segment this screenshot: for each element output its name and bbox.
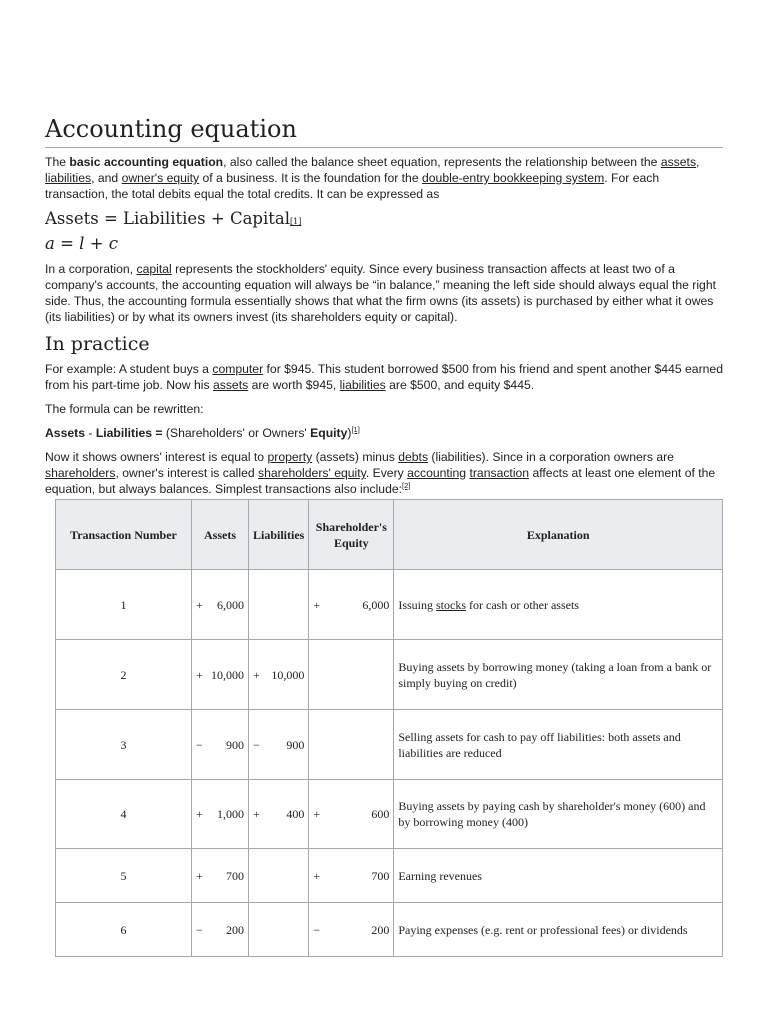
amount-value: 700: [371, 868, 390, 883]
text-run: ,: [696, 155, 700, 169]
explanation-text: Selling assets for cash to pay off liabilities: both assets and liabilities are reduced: [398, 729, 681, 760]
text-run: represents the stockholders' equity. Since every business transaction affects at least two of a company's accounts, the accounting equation will always be “in balance,” meaning the left side should always equal the right side. Thus, the accounting formula essentially shows that what the firm owns (its assets) is purchased by either what it owes (its liabilities) or by what its owners invest (its shareholders equity or capital).: [45, 262, 717, 324]
amount-value: 6,000: [362, 597, 390, 612]
cell-explanation: [394, 710, 723, 780]
amount-value: 900: [226, 737, 244, 752]
cell-liabilities: [249, 849, 309, 903]
text-run: In a corporation,: [45, 262, 137, 276]
explanation-text: Earning revenues: [398, 868, 482, 883]
amount-value: 200: [226, 922, 244, 937]
cell-liabilities: [249, 570, 309, 640]
amount-value: 600: [371, 807, 390, 821]
amount-sign: +: [253, 807, 260, 821]
link-shareholders-equity[interactable]: shareholders' equity: [258, 466, 366, 480]
amount-cell-content: [196, 667, 244, 683]
text-run: ): [347, 426, 352, 440]
link-assets-2[interactable]: assets: [212, 378, 249, 392]
cell-transaction-number: 5: [56, 849, 192, 903]
amount-cell-content: [313, 922, 389, 938]
text-run: (liabilities). Since in a corporation owners are: [428, 450, 674, 464]
explanation-text: Paying expenses (e.g. rent or professional fees) or dividends: [398, 922, 688, 937]
explanation-text: Buying assets by paying cash by shareholder's money (600) and by borrowing money (400): [398, 799, 706, 829]
link-transaction[interactable]: transaction: [469, 466, 530, 480]
text-run: Now it shows owners' interest is equal to: [45, 450, 268, 464]
footnote-sup: [402, 481, 410, 490]
amount-cell-content: [313, 806, 389, 822]
amount-sign: +: [196, 807, 203, 821]
amount-sign: +: [253, 667, 260, 682]
footnote-sup: [351, 425, 359, 434]
amount-cell-content: [196, 922, 244, 938]
cell-equity: [309, 640, 394, 710]
amount-sign: +: [196, 868, 203, 883]
cell-transaction-number: 1: [56, 570, 192, 640]
amount-cell-content: [313, 868, 389, 884]
header-liabilities: Liabilities: [249, 500, 309, 570]
amount-sign: −: [253, 737, 260, 752]
cell-transaction-number: 6: [56, 903, 192, 957]
rewrite-paragraph: The formula can be rewritten:: [45, 402, 204, 416]
amount-value: 200: [371, 922, 390, 937]
section-heading-in-practice: In practice: [45, 333, 150, 355]
equation-line-words: [45, 208, 723, 233]
symbol-l: l: [79, 234, 85, 253]
cell-equity: [309, 780, 394, 849]
table-row: [56, 710, 723, 780]
text-run: of a business. It is the foundation for the: [199, 171, 422, 185]
cell-equity: [309, 710, 394, 780]
link-computer[interactable]: computer: [212, 362, 264, 376]
link-assets[interactable]: assets: [660, 155, 697, 169]
cell-assets: [192, 640, 249, 710]
text-run: . Every: [365, 466, 408, 480]
amount-cell-content: [253, 806, 304, 822]
cell-explanation: [394, 849, 723, 903]
cell-explanation: [394, 640, 723, 710]
header-assets: Assets: [192, 500, 249, 570]
text-run: (Shareholders' or Owners': [162, 426, 311, 440]
cell-transaction-number: 4: [56, 780, 192, 849]
text-run: For example: A student buys a: [45, 362, 213, 376]
amount-sign: −: [313, 922, 321, 937]
table-row: [56, 640, 723, 710]
cell-assets: [192, 780, 249, 849]
text-run: , owner's interest is called: [115, 466, 259, 480]
equation-line-symbols: [45, 233, 723, 255]
equals-sign: =: [54, 234, 80, 253]
cell-liabilities: [249, 640, 309, 710]
amount-cell-content: [196, 868, 244, 884]
link-double-entry[interactable]: double-entry bookkeeping system: [422, 171, 605, 185]
cell-explanation: [394, 780, 723, 849]
cell-assets: [192, 710, 249, 780]
link-liabilities-2[interactable]: liabilities: [339, 378, 386, 392]
amount-value: 6,000: [217, 597, 244, 612]
amount-sign: +: [313, 868, 321, 883]
cell-explanation: [394, 903, 723, 957]
bold-equity: Equity: [310, 426, 348, 440]
link-capital[interactable]: capital: [136, 262, 172, 276]
amount-sign: +: [196, 597, 203, 612]
link-accounting[interactable]: accounting: [407, 466, 467, 480]
cell-equity: [309, 903, 394, 957]
bold-liabilities: Liabilities =: [95, 426, 163, 440]
table-row: [56, 903, 723, 957]
amount-value: 1,000: [217, 807, 244, 821]
symbol-a: a: [45, 234, 55, 253]
amount-sign: −: [196, 737, 203, 752]
amount-value: 700: [226, 868, 244, 883]
cell-assets: [192, 570, 249, 640]
amount-cell-content: [196, 806, 244, 822]
link-property[interactable]: property: [267, 450, 313, 464]
amount-sign: +: [313, 597, 321, 612]
rewrite-formula: [45, 425, 723, 441]
text-run: are worth $945,: [248, 378, 340, 392]
amount-sign: −: [196, 922, 203, 937]
amount-cell-content: [196, 597, 244, 613]
link-stocks[interactable]: stocks: [436, 597, 467, 612]
example-paragraph: [45, 361, 723, 393]
cell-liabilities: [249, 903, 309, 957]
table-header-row: [56, 500, 723, 570]
text-run: -: [84, 426, 96, 440]
symbol-c: c: [108, 234, 119, 253]
text-run: The: [45, 155, 70, 169]
table-row: [56, 570, 723, 640]
transactions-table: [55, 499, 723, 957]
table-body: [56, 570, 723, 957]
link-owners-equity[interactable]: owner's equity: [121, 171, 200, 185]
footnote-ref-2[interactable]: [2]: [402, 480, 411, 490]
equation-text: Assets = Liabilities + Capital: [45, 209, 290, 228]
bold-assets: Assets: [45, 426, 85, 440]
text-run: , and: [91, 171, 122, 185]
amount-sign: +: [313, 807, 321, 821]
corporation-paragraph: [45, 261, 723, 325]
text-run: . For each transaction, the total debits equal the total credits. It can be expressed as: [45, 171, 660, 201]
plus-sign: +: [84, 234, 109, 253]
link-shareholders[interactable]: shareholders: [45, 466, 116, 480]
owners-paragraph: [45, 449, 723, 497]
text-run: are $500, and equity $445.: [385, 378, 535, 392]
equation-block: [45, 208, 723, 255]
header-transaction-number: Transaction Number: [56, 500, 192, 570]
text-run: affects at least one element of the equation, but always balances. Simplest transactions also include:: [45, 466, 716, 496]
text-run: (assets) minus: [312, 450, 399, 464]
cell-explanation: [394, 570, 723, 640]
explanation-text: Issuing: [398, 597, 437, 612]
amount-value: 10,000: [271, 667, 305, 682]
amount-sign: +: [196, 667, 203, 682]
cell-transaction-number: 2: [56, 640, 192, 710]
amount-value: 10,000: [211, 667, 244, 682]
intro-paragraph: [45, 154, 723, 202]
text-run: for $945. This student borrowed $500 from his friend and spent another $445 earned from his part-time job. Now his: [45, 362, 723, 392]
cell-liabilities: [249, 780, 309, 849]
cell-liabilities: [249, 710, 309, 780]
bold-term: basic accounting equation: [69, 155, 224, 169]
page-title: Accounting equation: [45, 112, 723, 148]
cell-transaction-number: 3: [56, 710, 192, 780]
amount-value: 400: [286, 807, 305, 821]
header-equity: Shareholder's Equity: [309, 500, 394, 570]
cell-equity: [309, 570, 394, 640]
amount-cell-content: [253, 667, 304, 683]
amount-value: 900: [286, 737, 305, 752]
cell-assets: [192, 903, 249, 957]
link-debts[interactable]: debts: [398, 450, 429, 464]
amount-cell-content: [196, 737, 244, 753]
footnote-ref-1b[interactable]: [1]: [351, 424, 360, 434]
explanation-text: Buying assets by borrowing money (taking a loan from a bank or simply buying on credit): [398, 659, 712, 690]
explanation-text: for cash or other assets: [466, 597, 579, 612]
amount-cell-content: [313, 597, 389, 613]
footnote-ref-1[interactable]: [1]: [290, 217, 302, 226]
text-run: , also called the balance sheet equation, represents the relationship between the: [223, 155, 661, 169]
cell-assets: [192, 849, 249, 903]
link-liabilities[interactable]: liabilities: [45, 171, 92, 185]
header-explanation: Explanation: [394, 500, 723, 570]
article: [45, 112, 723, 501]
amount-cell-content: [253, 737, 304, 753]
table-row: [56, 849, 723, 903]
cell-equity: [309, 849, 394, 903]
table-row: [56, 780, 723, 849]
